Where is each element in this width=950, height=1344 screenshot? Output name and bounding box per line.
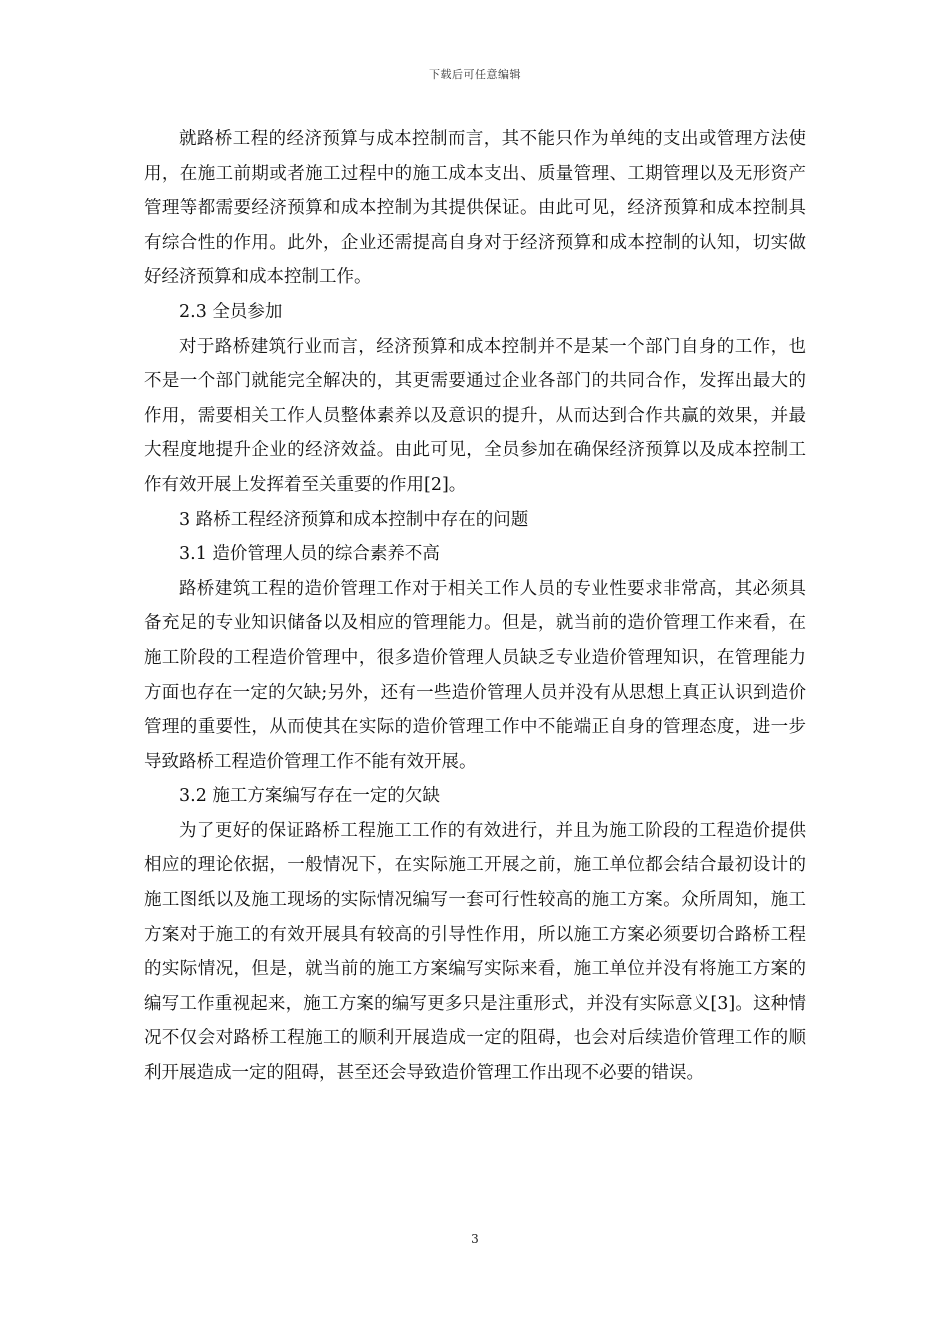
section-heading-3-1: 3.1 造价管理人员的综合素养不高 — [179, 544, 440, 565]
paragraph-construction-plan: 为了更好的保证路桥工程施工工作的有效进行，并且为施工阶段的工程造价提供相应的理论依据，一般情况下，在实际施工开展之前，施工单位都会结合最初设计的施工图纸以及施工现场的实际情况编写一套可行性较高的施工方案。众所周知，施工方案对于施工的有效开展具有较高的引导性作用，所以施工方案必须要切合路桥工程的实际情况，但是，就当前的施工方案编写实际来看，施工单位并没有将施工方案的编写工作重视起来，施工方案的编写更多只是注重形式，并没有实际意义[3]。这种情况不仅会对路桥工程施工的顺利开展造成一定的阻碍，也会对后续造价管理工作的顺利开展造成一定的阻碍，甚至还会导致造价管理工作出现不必要的错误。 — [144, 820, 806, 1084]
paragraph-full-participation: 对于路桥建筑行业而言，经济预算和成本控制并不是某一个部门自身的工作，也不是一个部门就能完全解决的，其更需要通过企业各部门的共同合作，发挥出最大的作用，需要相关工作人员整体素养以及意识的提升，从而达到合作共赢的效果，并最大程度地提升企业的经济效益。由此可见，全员参加在确保经济预算以及成本控制工作有效开展上发挥着至关重要的作用[2]。 — [144, 336, 806, 495]
paragraph-cost-control-role: 就路桥工程的经济预算与成本控制而言，其不能只作为单纯的支出或管理方法使用，在施工前期或者施工过程中的施工成本支出、质量管理、工期管理以及无形资产管理等都需要经济预算和成本控制为其提供保证。由此可见，经济预算和成本控制具有综合性的作用。此外，企业还需提高自身对于经济预算和成本控制的认知，切实做好经济预算和成本控制工作。 — [144, 129, 806, 288]
section-heading-3: 3 路桥工程经济预算和成本控制中存在的问题 — [179, 509, 529, 530]
section-heading-3-2: 3.2 施工方案编写存在一定的欠缺 — [179, 786, 440, 807]
page-header: 下载后可任意编辑 — [429, 68, 521, 81]
page-number: 3 — [471, 1232, 479, 1246]
section-heading-2-3: 2.3 全员参加 — [179, 301, 283, 322]
document-body — [144, 122, 806, 1091]
paragraph-cost-staff-quality: 路桥建筑工程的造价管理工作对于相关工作人员的专业性要求非常高，其必须具备充足的专业知识储备以及相应的管理能力。但是，就当前的造价管理工作来看，在施工阶段的工程造价管理中，很多造价管理人员缺乏专业造价管理知识，在管理能力方面也存在一定的欠缺;另外，还有一些造价管理人员并没有从思想上真正认识到造价管理的重要性，从而使其在实际的造价管理工作中不能端正自身的管理态度，进一步导致路桥工程造价管理工作不能有效开展。 — [144, 578, 806, 772]
